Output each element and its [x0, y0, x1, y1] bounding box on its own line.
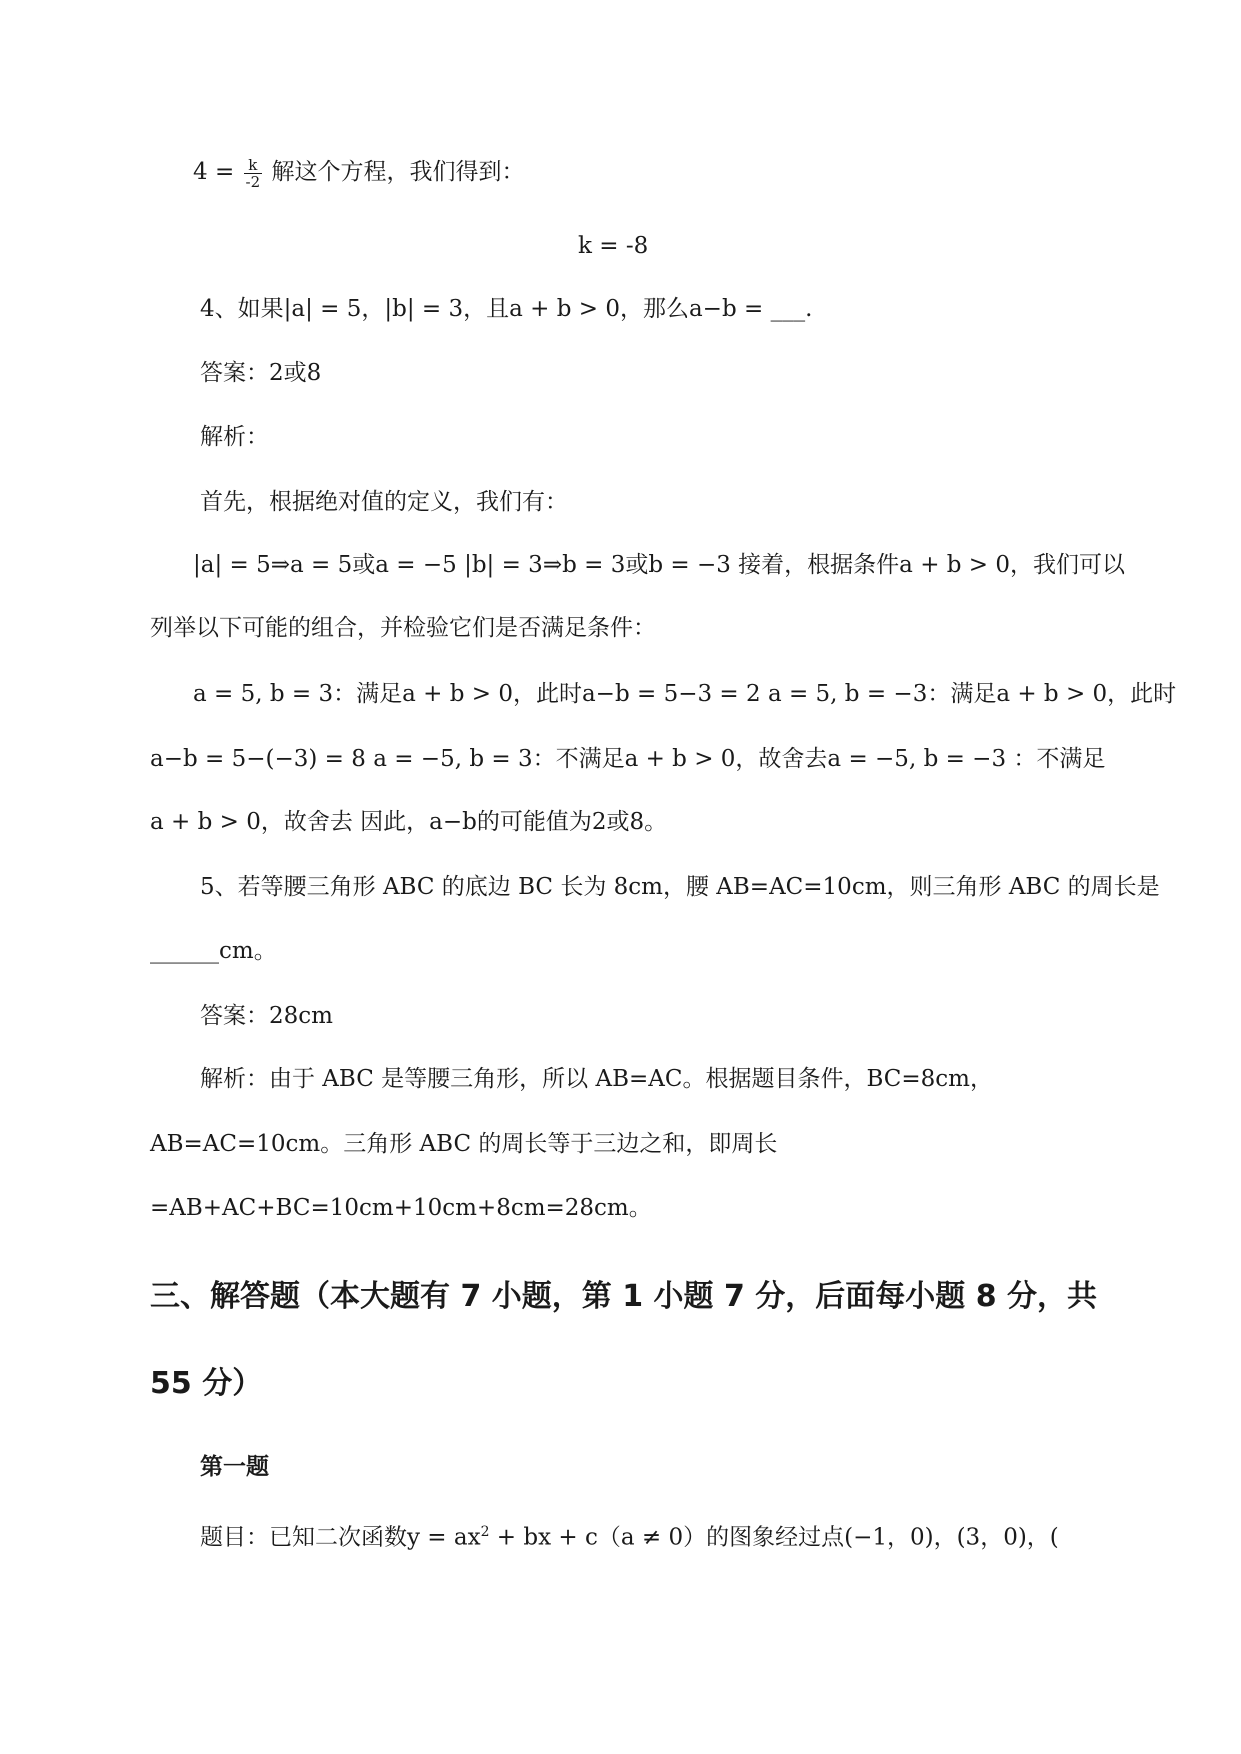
problem-text-pre: 题目：已知二次函数y = ax — [200, 1524, 481, 1551]
analysis-4-p3b: a−b = 5−(−3) = 8 a = −5, b = 3：不满足a + b > 0，故舍去a = −5, b = −3 ：不满足 — [150, 746, 1106, 772]
answer-4: 答案：2或8 — [200, 360, 322, 386]
equation-line-1 — [193, 156, 524, 190]
problem-1-title: 第一题 — [200, 1454, 269, 1480]
answer-5: 答案：28cm — [200, 1003, 333, 1029]
question-4: 4、如果|a| = 5，|b| = 3，且a + b > 0，那么a−b = ___. — [200, 296, 813, 322]
analysis-4-p3c: a + b > 0，故舍去 因此，a−b的可能值为2或8。 — [150, 809, 668, 835]
equation-lhs: 4 = — [193, 159, 235, 185]
equation-result: k = -8 — [578, 233, 649, 259]
analysis-5-a: 解析：由于 ABC 是等腰三角形，所以 AB=AC。根据题目条件，BC=8cm， — [200, 1066, 993, 1092]
section-3-heading-b: 55 分） — [150, 1366, 263, 1401]
fraction-numerator: k — [244, 157, 263, 174]
problem-text-post: + bx + c（a ≠ 0）的图象经过点(−1，0)，(3，0)，( — [489, 1524, 1059, 1551]
analysis-5-b: AB=AC=10cm。三角形 ABC 的周长等于三边之和，即周长 — [150, 1131, 778, 1157]
analysis-4-p3a: a = 5, b = 3：满足a + b > 0，此时a−b = 5−3 = 2 a = 5, b = −3：满足a + b > 0，此时 — [193, 681, 1177, 707]
question-5-a: 5、若等腰三角形 ABC 的底边 BC 长为 8cm，腰 AB=AC=10cm，则三角形 ABC 的周长是 — [200, 874, 1160, 900]
section-3-heading-a: 三、解答题（本大题有 7 小题，第 1 小题 7 分，后面每小题 8 分，共 — [150, 1279, 1098, 1314]
fraction-k-over-neg2 — [244, 157, 263, 190]
analysis-4-p1: 首先，根据绝对值的定义，我们有： — [200, 489, 568, 515]
analysis-4-p2b: 列举以下可能的组合，并检验它们是否满足条件： — [150, 615, 656, 641]
equation-text: 解这个方程，我们得到： — [271, 159, 525, 185]
analysis-4-p2a: |a| = 5⇒a = 5或a = −5 |b| = 3⇒b = 3或b = −3 接着，根据条件a + b > 0，我们可以 — [193, 552, 1126, 578]
problem-1-statement — [200, 1516, 1059, 1554]
analysis-5-c: =AB+AC+BC=10cm+10cm+8cm=28cm。 — [150, 1195, 652, 1221]
fraction-denominator: -2 — [245, 172, 261, 191]
question-5-b: ______cm。 — [150, 938, 277, 964]
superscript-2: 2 — [480, 1524, 490, 1540]
analysis-label-4: 解析： — [200, 424, 269, 450]
